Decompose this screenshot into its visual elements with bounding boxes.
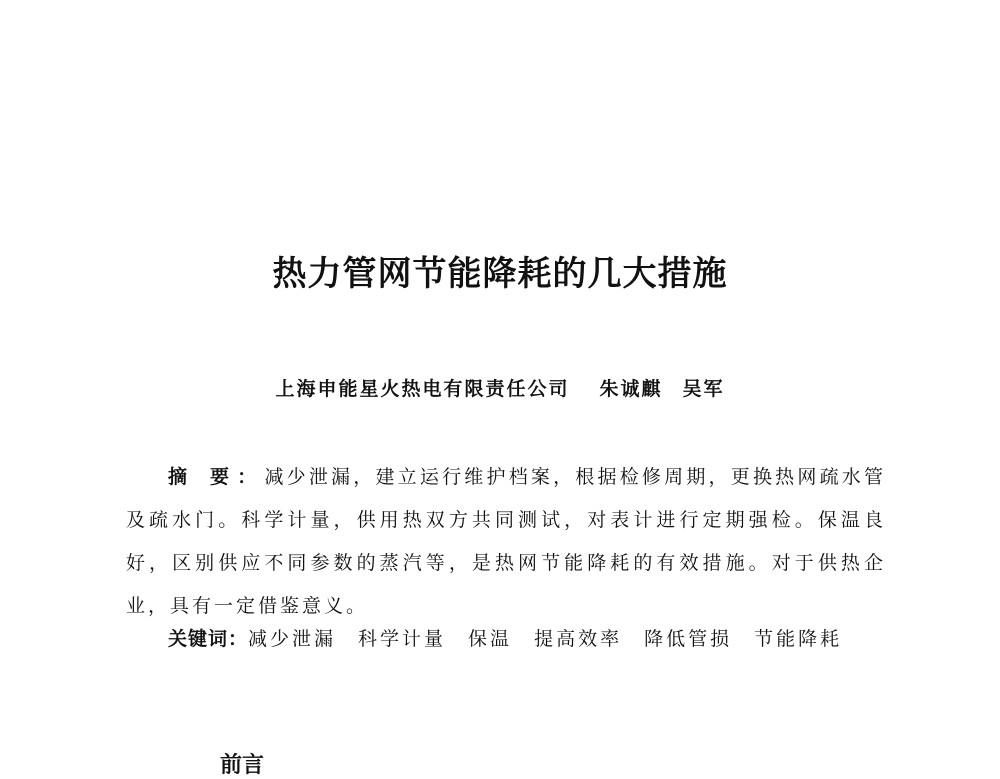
keyword: 降低管损: [644, 628, 733, 650]
abstract-text: 减少泄漏，建立运行维护档案，根据检修周期，更换热网疏水管及疏水门。科学计量，供用热双方共同测试，对表计进行定期强检。保温良好，区别供应不同参数的蒸汽等，是热网节能降耗的有效措施。对于供热企业，具有一定借鉴意义。: [126, 466, 886, 617]
author-name: 吴军: [682, 378, 725, 400]
abstract-label: 摘 要：: [168, 466, 265, 488]
author-name: 朱诚麒: [599, 378, 663, 400]
keyword: 保温: [468, 628, 513, 650]
keyword: 减少泄漏: [248, 628, 337, 650]
paper-title: 热力管网节能降耗的几大措施: [272, 254, 728, 294]
keywords-label: 关键词：: [168, 628, 249, 650]
keywords: [168, 624, 864, 651]
abstract: [126, 456, 886, 628]
keyword: 科学计量: [358, 628, 447, 650]
section-heading: 前言: [220, 753, 265, 778]
keyword: 提高效率: [534, 628, 623, 650]
author-line: [0, 374, 1000, 401]
keyword: 节能降耗: [754, 628, 843, 650]
affiliation: 上海申能星火热电有限责任公司: [275, 378, 570, 400]
